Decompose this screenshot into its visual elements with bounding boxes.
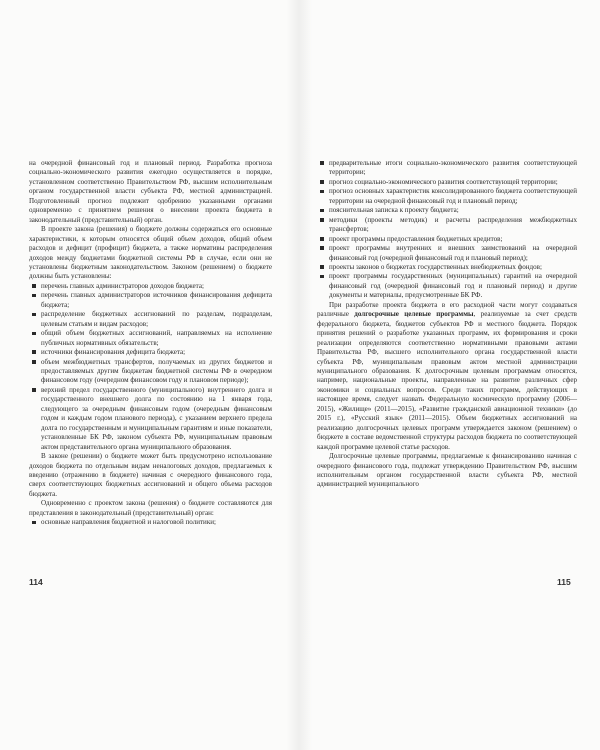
bullet-square-icon — [32, 360, 36, 364]
bullet-square-icon — [320, 265, 324, 269]
bullet-item — [317, 159, 577, 178]
bullet-text: верхний предел государственного (муниципального) внутреннего долга и государственного внешнего долга по состоянию на 1 января года, следующего за очередным финансовым годом (очередным финансовым годом и каждым годом планового периода), с указанием верхнего предела долга по государственным и муниципальным гарантиям и иные показатели, установленные БК РФ, законом субъекта РФ, муниципальным правовым актом представительного органа муниципального образования. — [41, 385, 272, 451]
bullet-text: основные направления бюджетной и налоговой политики; — [41, 518, 216, 527]
bullet-text: распределение бюджетных ассигнований по разделам, подразделам, целевым статьям и видам расходов; — [41, 310, 272, 328]
bullet-item — [317, 206, 577, 215]
bullet-square-icon — [320, 218, 324, 222]
bullet-item — [317, 187, 577, 206]
bullet-square-icon — [320, 209, 324, 213]
bullet-item — [317, 272, 577, 300]
bullet-item — [29, 348, 272, 357]
bullet-square-icon — [320, 190, 324, 194]
bullet-text: методики (проекты методик) и расчеты распределения межбюджетных трансфертов; — [329, 215, 577, 234]
bullet-text: проект программы государственных (муниципальных) гарантий на очередной финансовый год (очередной финансовый год и плановый период) и другие документы и материалы, предусмотренные БК РФ. — [329, 272, 577, 300]
bullet-item — [29, 518, 272, 527]
bullet-item — [317, 263, 577, 272]
paragraph-text: , реализуемые за счет средств федерального бюджета, бюджетов субъектов РФ и местного бюджета. Порядок принятия решений о разработке указанных программ, их формирования и сроки реализации определяются соответственно нормативными правовыми актами Правительства РФ, высшего исполнительного органа государственной власти субъекта РФ, муниципальным правовым актом местной администрации муниципального образования. К долгосрочным целевым программам относятся, например, национальные проекты, направленные на развитие различных сфер экономики и социальных вопросов. Среди таких программ, действующих в настоящее время, следует назвать Федеральную космическую программу (2006—2015), «Жилище» (2011—2015), «Развитие гражданской авиационной техники» (до 2015 г.), «Русский язык» (2011—2015). Объем бюджетных ассигнований на реализацию долгосрочных целевых программ утверждается законом (решением) о бюджете в составе ведомственной структуры расходов бюджета по соответствующей каждой программе целевой статье расходов. — [317, 310, 577, 451]
bullet-text: перечень главных администраторов источников финансирования дефицита бюджета; — [41, 291, 272, 309]
bullet-square-icon — [320, 237, 324, 241]
bullet-square-icon — [32, 521, 36, 525]
bullet-item — [29, 329, 272, 348]
bullet-square-icon — [32, 284, 36, 288]
bullet-item — [29, 386, 272, 452]
bullet-item — [317, 216, 577, 235]
bullet-text: объем межбюджетных трансфертов, получаемых из других бюджетов и предоставляемых другим бюджетам бюджетной системы РФ в очередном финансовом году (очередном финансовом году и плановом периоде); — [41, 357, 272, 385]
bullet-square-icon — [320, 161, 324, 165]
bullet-item — [29, 291, 272, 310]
paragraph — [317, 301, 577, 452]
bullet-text: прогноз социально-экономического развития соответствующей территории; — [329, 177, 558, 186]
paragraph: Одновременно с проектом закона (решения) о бюджете составляются для представления в законодательный (представительный) орган: — [29, 499, 272, 517]
bullet-text: предварительные итоги социально-экономического развития соответствующей территории; — [329, 159, 577, 177]
bullet-text: перечень главных администраторов доходов бюджета; — [41, 281, 204, 290]
paragraph: В проекте закона (решения) о бюджете должны содержаться его основные характеристики, к которым относятся общий объем доходов, общий объем расходов и дефицит (профицит) бюджета, а также нормативы распределения доходов между бюджетами бюджетной системы РФ в случае, если они не установлены бюджетным законодательством. Законом (решением) о бюджете должны быть установлены: — [29, 225, 272, 281]
bullet-square-icon — [320, 180, 324, 184]
bold-term: долгосрочные целевые программы — [354, 310, 474, 319]
bullet-square-icon — [32, 388, 36, 392]
bullet-text: проект программы предоставления бюджетных кредитов; — [329, 234, 503, 243]
right-page-text — [317, 159, 577, 490]
page-number-right: 115 — [557, 577, 571, 587]
left-page-text — [29, 159, 272, 528]
paragraph: В законе (решении) о бюджете может быть предусмотрено использование доходов бюджета по отдельным видам неналоговых доходов, предлагаемых к введению (отражению в бюджете) начиная с очередного финансового года, сверх соответствующих бюджетных ассигнований и общего объема расходов бюджета. — [29, 452, 272, 498]
paragraph-text: При разработке проекта бюджета в его расходной части могут создаваться различные — [317, 300, 577, 319]
bullet-square-icon — [32, 332, 36, 336]
bullet-text: проекты законов о бюджетах государственных внебюджетных фондов; — [329, 262, 542, 271]
bullet-text: источники финансирования дефицита бюджета; — [41, 348, 186, 357]
bullet-item — [29, 282, 272, 291]
page-number-left: 114 — [29, 577, 43, 587]
bullet-item — [317, 178, 577, 187]
bullet-item — [29, 310, 272, 329]
paragraph: на очередной финансовый год и плановый период. Разработка прогноза социально-экономического развития ежегодно осуществляется в порядке, установленном соответственно Правительством РФ, высшим исполнительным органом государственной власти субъекта РФ, местной администрацией. Подготовленный прогноз подлежит одобрению указанными органами одновременно с принятием решения о внесении проекта бюджета в законодательный (представительный) орган. — [29, 159, 272, 224]
bullet-square-icon — [320, 246, 324, 250]
bullet-text: пояснительная записка к проекту бюджета; — [329, 206, 459, 215]
book-gutter — [286, 0, 312, 750]
bullet-square-icon — [32, 294, 36, 298]
bullet-square-icon — [320, 275, 324, 279]
bullet-item — [317, 244, 577, 263]
bullet-text: прогноз основных характеристик консолидированного бюджета соответствующей территории на очередной финансовый год и плановый период; — [329, 187, 577, 205]
bullet-square-icon — [32, 350, 36, 354]
bullet-text: общий объем бюджетных ассигнований, направляемых на исполнение публичных нормативных обязательств; — [41, 329, 272, 347]
bullet-item — [317, 235, 577, 244]
bullet-item — [29, 358, 272, 386]
bullet-text: проект программы внутренних и внешних заимствований на очередной финансовый год (очередной финансовый год и плановый период); — [329, 244, 577, 262]
bullet-square-icon — [32, 313, 36, 317]
paragraph: Долгосрочные целевые программы, предлагаемые к финансированию начиная с очередного финансового года, подлежат утверждению Правительством РФ, высшим исполнительным органом государственной власти субъекта РФ, местной администрацией муниципального — [317, 452, 577, 489]
